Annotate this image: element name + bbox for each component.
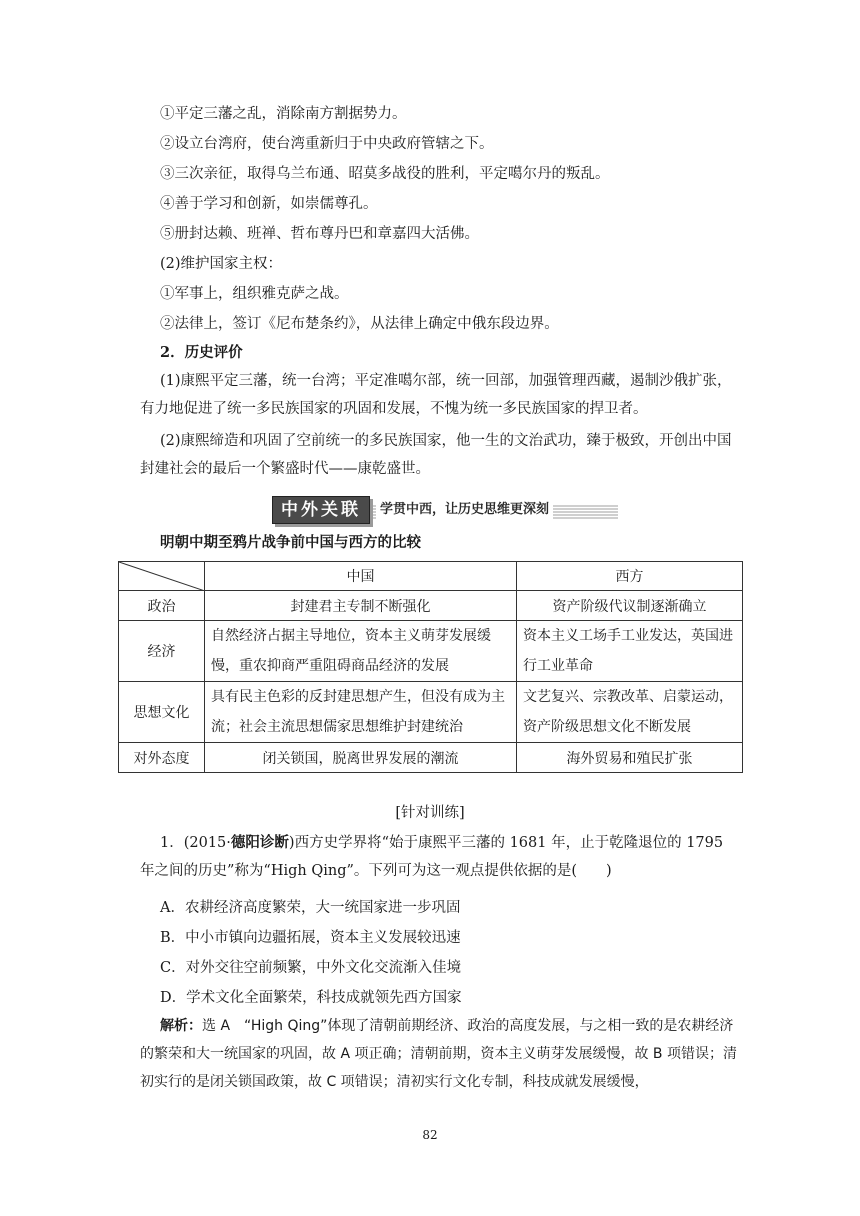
- list-item: ①平定三藩之乱，消除南方割据势力。: [160, 106, 407, 122]
- row-label: 思想文化: [119, 682, 205, 743]
- cell-china: 封建君主专制不断强化: [205, 591, 517, 621]
- list-item: ②法律上，签订《尼布楚条约》，从法律上确定中俄东段边界。: [160, 316, 559, 332]
- option-d: D．学术文化全面繁荣，科技成就领先西方国家: [160, 990, 462, 1006]
- cell-west: 文艺复兴、宗教改革、启蒙运动，资产阶级思想文化不断发展: [517, 682, 743, 743]
- table-title: 明朝中期至鸦片战争前中国与西方的比较: [160, 534, 421, 551]
- page-number: 82: [422, 1128, 438, 1142]
- row-label: 经济: [119, 621, 205, 682]
- comparison-table: [118, 561, 743, 773]
- option-b: B．中小市镇向边疆拓展，资本主义发展较迅速: [160, 930, 461, 946]
- list-item: (2)维护国家主权：: [160, 256, 283, 272]
- list-item: ③三次亲征，取得乌兰布通、昭莫多战役的胜利，平定噶尔丹的叛乱。: [160, 166, 610, 182]
- evaluation-paragraph: (2)康熙缔造和巩固了空前统一的多民族国家，他一生的文治武功，臻于极致，开创出中国封建社会的最后一个繁盛时代——康乾盛世。: [140, 433, 732, 477]
- list-item: ①军事上，组织雅克萨之战。: [160, 286, 349, 302]
- analysis: [140, 1012, 740, 1096]
- diagonal-line: [119, 562, 205, 591]
- evaluation-paragraph: (1)康熙平定三藩，统一台湾；平定准噶尔部，统一回部，加强管理西藏，遏制沙俄扩张，有力地促进了统一多民族国家的巩固和发展，不愧为统一多民族国家的捍卫者。: [140, 373, 732, 417]
- cell-china: 自然经济占据主导地位，资本主义萌芽发展缓慢，重农抑商严重阻碍商品经济的发展: [205, 621, 517, 682]
- option-a: A．农耕经济高度繁荣，大一统国家进一步巩固: [160, 900, 461, 916]
- column-header-china: 中国: [205, 562, 517, 591]
- cell-west: 海外贸易和殖民扩张: [517, 743, 743, 773]
- table-row: [119, 743, 743, 773]
- cell-west: 资产阶级代议制逐渐确立: [517, 591, 743, 621]
- question-source: 德阳诊断: [230, 834, 289, 851]
- list-item: ②设立台湾府，使台湾重新归于中央政府管辖之下。: [160, 136, 494, 152]
- table-row: [119, 621, 743, 682]
- row-label: 对外态度: [119, 743, 205, 773]
- cell-china: 闭关锁国，脱离世界发展的潮流: [205, 743, 517, 773]
- question-prefix: 1．(2015·: [160, 835, 231, 851]
- option-c: C．对外交往空前频繁，中外文化交流渐入佳境: [160, 960, 462, 976]
- banner-title: 中外关联: [272, 496, 370, 524]
- training-title: [针对训练]: [395, 805, 465, 821]
- list-item: ④善于学习和创新，如崇儒尊孔。: [160, 196, 378, 212]
- list-item: ⑤册封达赖、班禅、哲布尊丹巴和章嘉四大活佛。: [160, 226, 479, 242]
- table-header-row: [119, 562, 743, 591]
- column-header-west: 西方: [517, 562, 743, 591]
- section-banner: [272, 496, 618, 524]
- diagonal-header-cell: [119, 562, 205, 591]
- question-stem: [140, 829, 740, 885]
- cell-west: 资本主义工场手工业发达，英国进行工业革命: [517, 621, 743, 682]
- analysis-text: 选 A “High Qing”体现了清朝前期经济、政治的高度发展，与之相一致的是农耕经济的繁荣和大一统国家的巩固，故 A 项正确；清朝前期，资本主义萌芽发展缓慢，故 B 项错误；清初实行的是闭关锁国政策，故 C 项错误；清初实行文化专制，科技成就发展缓慢，: [140, 1018, 737, 1090]
- cell-china: 具有民主色彩的反封建思想产生，但没有成为主流；社会主流思想儒家思想维护封建统治: [205, 682, 517, 743]
- section-heading: 2．历史评价: [160, 344, 243, 361]
- table-row: [119, 591, 743, 621]
- banner-subtitle: 学贯中西，让历史思维更深刻: [376, 500, 553, 520]
- row-label: 政治: [119, 591, 205, 621]
- table-row: [119, 682, 743, 743]
- question-text: )西方史学界将“始于康熙平三藩的 1681 年，止于乾隆退位的 1795 年之间的历史”称为“High Qing”。下列可为这一观点提供依据的是( ): [140, 835, 724, 879]
- analysis-label: 解析：: [160, 1018, 202, 1034]
